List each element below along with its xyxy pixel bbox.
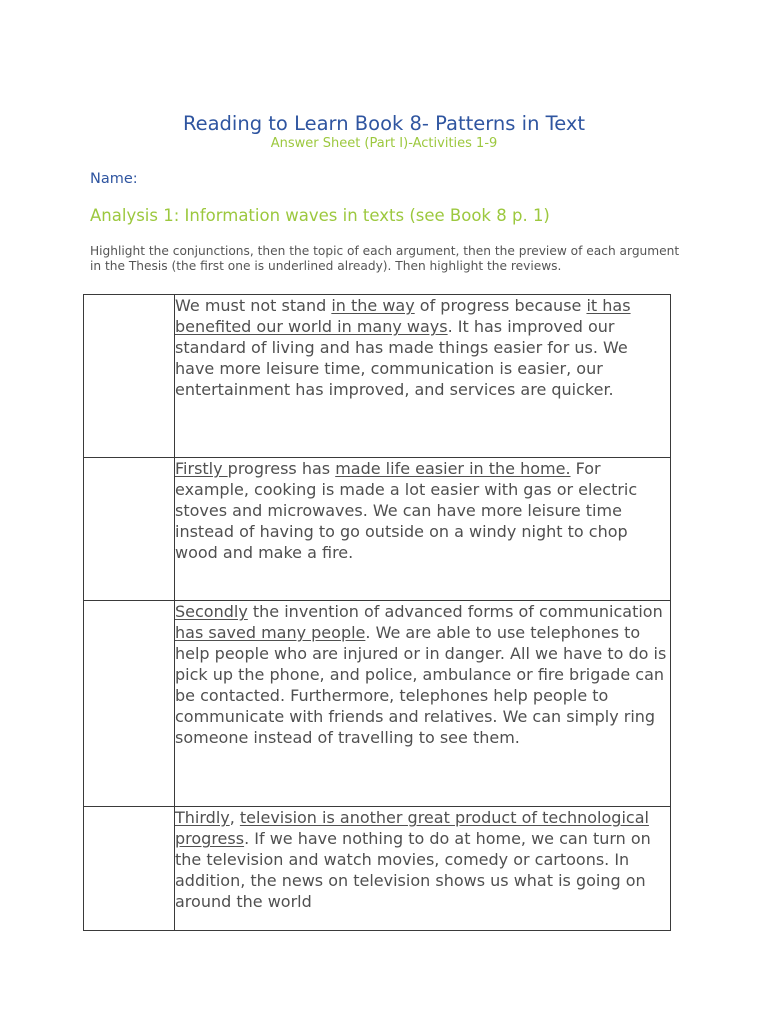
underlined-phrase: it has benefited our world in many ways <box>175 296 631 336</box>
table-row <box>84 601 671 807</box>
text-cell <box>175 458 671 601</box>
text-segment: We must not stand <box>175 296 332 315</box>
name-label: Name: <box>90 171 138 187</box>
instructions-text: Highlight the conjunctions, then the topic of each argument, then the preview of each argument in the Thesis (the first one is underlined already). Then highlight the reviews. <box>90 244 680 273</box>
answer-cell[interactable] <box>84 458 175 601</box>
paragraph-argument-1 <box>175 458 670 563</box>
underlined-phrase: Thirdly <box>175 808 230 827</box>
underlined-phrase: Secondly <box>175 602 248 621</box>
analysis-heading: Analysis 1: Information waves in texts (see Book 8 p. 1) <box>90 206 550 225</box>
text-segment: the invention of advanced forms of communication <box>247 602 663 621</box>
page-subtitle: Answer Sheet (Part I)-Activities 1-9 <box>270 136 498 151</box>
underlined-phrase: television is another great product of technological progress <box>175 808 649 848</box>
text-segment: . It has improved our standard of living and has made things easier for us. We have more leisure time, communication is easier, our entertainment has improved, and services are quicker. <box>175 317 628 399</box>
table-row <box>84 295 671 458</box>
text-segment: For example, cooking is made a lot easier with gas or electric stoves and microwaves. We can have more leisure time instead of having to go outside on a windy night to chop wood and make a fire. <box>175 459 638 562</box>
paragraph-argument-3 <box>175 807 670 912</box>
text-cell <box>175 807 671 931</box>
table-row <box>84 458 671 601</box>
answer-cell[interactable] <box>84 601 175 807</box>
text-cell <box>175 295 671 458</box>
answer-cell[interactable] <box>84 295 175 458</box>
text-segment: . We are able to use telephones to help people who are injured or in danger. All we have to do is pick up the phone, and police, ambulance or fire brigade can be contacted. Furthermore, telephones help people to communicate with friends and relatives. We can simply ring someone instead of travelling to see them. <box>175 623 667 747</box>
paragraph-argument-2 <box>175 601 670 748</box>
underlined-phrase: made life easier in the home. <box>335 459 571 478</box>
page-title: Reading to Learn Book 8- Patterns in Text <box>182 112 586 135</box>
text-segment: progress has <box>227 459 336 478</box>
underlined-phrase: has saved many people <box>175 623 366 642</box>
answer-cell[interactable] <box>84 807 175 931</box>
paragraph-thesis <box>175 295 670 400</box>
table-row <box>84 807 671 931</box>
text-segment: , <box>229 808 240 827</box>
text-cell <box>175 601 671 807</box>
text-segment: of progress because <box>414 296 587 315</box>
analysis-table <box>83 294 671 931</box>
underlined-phrase: in the way <box>331 296 415 315</box>
text-segment: . If we have nothing to do at home, we can turn on the television and watch movies, comedy or cartoons. In addition, the news on television shows us what is going on around the world <box>175 829 651 911</box>
underlined-phrase: Firstly <box>175 459 228 478</box>
